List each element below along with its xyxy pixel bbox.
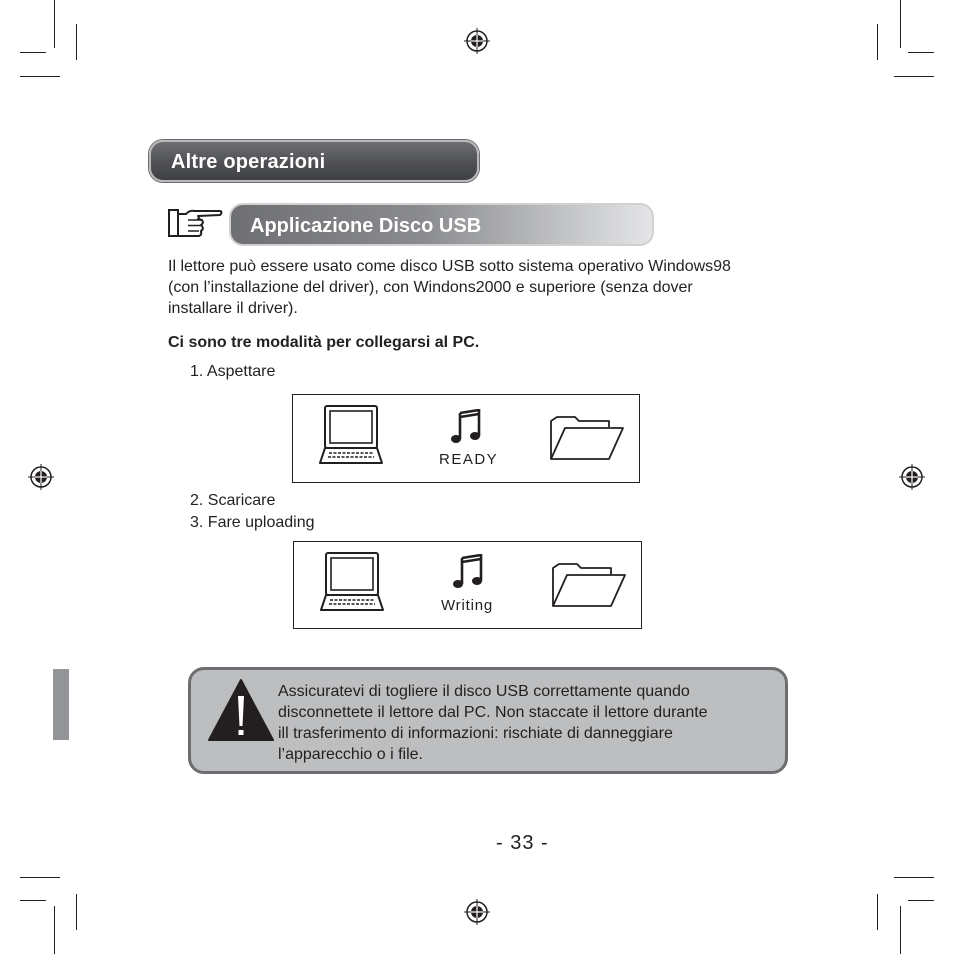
- registration-mark-icon: [899, 464, 925, 490]
- laptop-icon: [320, 552, 384, 614]
- registration-mark-icon: [464, 28, 490, 54]
- step-item: 3. Fare uploading: [190, 514, 315, 531]
- laptop-icon: [319, 405, 383, 467]
- warning-line: disconnettete il lettore dal PC. Non staccate il lettore durante: [278, 704, 708, 721]
- step-item: 2. Scaricare: [190, 492, 276, 509]
- registration-mark-icon: [464, 899, 490, 925]
- registration-mark-icon: [28, 464, 54, 490]
- warning-line: Assicuratevi di togliere il disco USB correttamente quando: [278, 683, 690, 700]
- warning-triangle-icon: [207, 678, 275, 742]
- screen-status-label: Writing: [441, 597, 493, 614]
- side-tab: [53, 669, 69, 740]
- subsection-header: [229, 203, 654, 246]
- intro-line: Il lettore può essere usato come disco USB sotto sistema operativo Windows98: [168, 258, 731, 275]
- page-number: - 33 -: [496, 832, 549, 854]
- section-title: Altre operazioni: [171, 151, 326, 173]
- pointing-hand-icon: [168, 206, 224, 240]
- section-header: [149, 140, 479, 182]
- folder-icon: [551, 562, 627, 608]
- warning-text: [278, 681, 778, 765]
- folder-icon: [549, 415, 625, 461]
- intro-paragraph: [168, 256, 828, 319]
- step-item: 1. Aspettare: [190, 363, 276, 380]
- warning-box: [188, 667, 788, 774]
- music-note-icon: [453, 554, 485, 590]
- music-note-icon: [451, 409, 483, 445]
- warning-line: ill trasferimento di informazioni: rischiate di danneggiare: [278, 725, 673, 742]
- subsection-title: Applicazione Disco USB: [250, 215, 482, 237]
- screen-status-label: READY: [439, 451, 499, 468]
- warning-line: l’apparecchio o i file.: [278, 746, 423, 763]
- player-screen-ready: [292, 394, 640, 483]
- intro-line: installare il driver).: [168, 300, 298, 317]
- player-screen-writing: [293, 541, 642, 629]
- modes-heading: Ci sono tre modalità per collegarsi al PC.: [168, 334, 480, 351]
- intro-line: (con l’installazione del driver), con Windons2000 e superiore (senza dover: [168, 279, 693, 296]
